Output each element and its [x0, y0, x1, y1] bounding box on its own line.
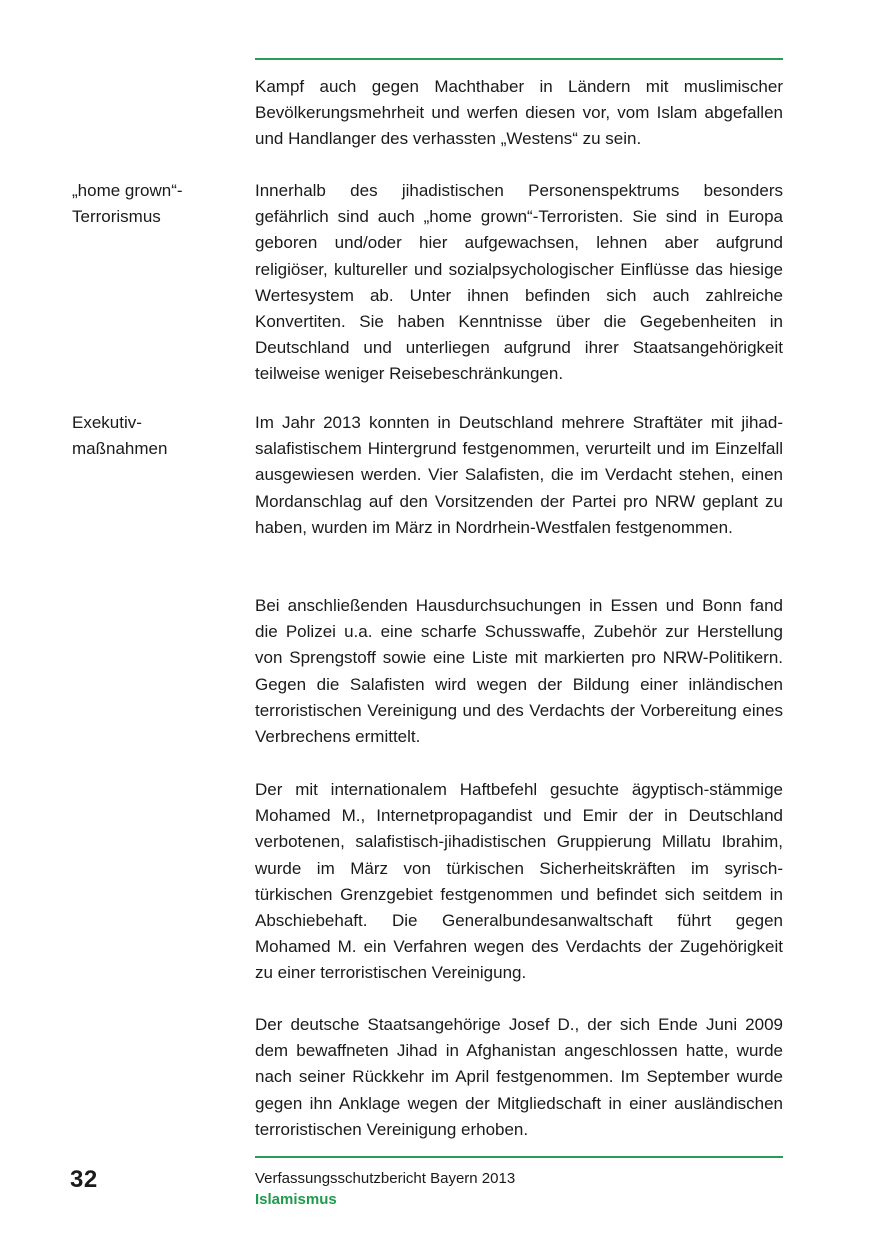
margin-note-line: maßnahmen [72, 439, 168, 459]
page-number: 32 [70, 1166, 98, 1193]
bottom-divider [255, 1156, 783, 1158]
paragraph-hausdurchsuchungen: Bei anschließenden Hausdurchsuchungen in Essen und Bonn fand die Polizei u.a. eine scharfe Schusswaffe, Zubehör zur Herstellung von Sprengstoff sowie eine Liste mit markierten pro NRW-Politikern. Gegen die Salafisten wird wegen der Bildung einer inländischen terroristischen Vereinigung und des Verdachts der Vorbereitung eines Verbrechens ermittelt. [255, 596, 783, 747]
section-label: Islamismus [255, 1191, 337, 1208]
paragraph-continuation: Kampf auch gegen Machthaber in Ländern mit muslimischer Bevölkerungsmehrheit und werfen diesen vor, vom Islam abgefallen und Handlanger des verhassten „Westens“ zu sein. [255, 77, 783, 149]
report-title: Verfassungsschutzbericht Bayern 2013 [255, 1170, 516, 1187]
margin-note-line: Exekutiv- [72, 413, 142, 432]
top-divider [255, 58, 783, 60]
paragraph-josef-d: Der deutsche Staatsangehörige Josef D., der sich Ende Juni 2009 dem bewaffneten Jihad in Afghanistan angeschlossen hatte, wurde nach seiner Rückkehr im April festgenommen. Im September wurde gegen ihn Anklage wegen der Mitgliedschaft in einer ausländischen terroristischen Vereinigung erhoben. [255, 1015, 783, 1139]
margin-note-line: Terrorismus [72, 207, 161, 227]
paragraph-mohamed-m: Der mit internationalem Haftbefehl gesuchte ägyptisch-stämmige Mohamed M., Internetpropagandist und Emir der in Deutschland verbotenen, salafistisch-jihadistischen Gruppierung Millatu Ibrahim, wurde im März von türkischen Sicherheitskräften im syrisch-türkischen Grenzgebiet festgenommen und befindet sich seitdem in Abschiebehaft. Die Generalbundesanwaltschaft führt gegen Mohamed M. ein Verfahren wegen des Verdachts der Zugehörigkeit zu einer terroristischen Vereinigung. [255, 780, 783, 983]
margin-note-home-grown [72, 178, 232, 230]
paragraph-exekutiv-intro: Im Jahr 2013 konnten in Deutschland mehrere Straftäter mit jihad-salafistischem Hintergrund festgenommen, verurteilt und im Einzelfall ausgewiesen werden. Vier Salafisten, die im Verdacht stehen, einen Mordanschlag auf den Vorsitzenden der Partei pro NRW geplant zu haben, wurden im März in Nordrhein-Westfalen festgenommen. [255, 413, 783, 537]
margin-note-exekutiv [72, 410, 232, 462]
margin-note-line: „home grown“- [72, 181, 183, 200]
paragraph-home-grown: Innerhalb des jihadistischen Personenspektrums besonders gefährlich sind auch „home grown“-Terroristen. Sie sind in Europa geboren und/oder hier aufgewachsen, lehnen aber aufgrund religiöser, kultureller und sozialpsychologischer Einflüsse das hiesige Wertesystem ab. Unter ihnen befinden sich auch zahlreiche Konvertiten. Sie haben Kenntnisse über die Gegebenheiten in Deutschland und unterliegen aufgrund ihrer Staatsangehörigkeit teilweise weniger Reisebeschränkungen. [255, 181, 783, 384]
